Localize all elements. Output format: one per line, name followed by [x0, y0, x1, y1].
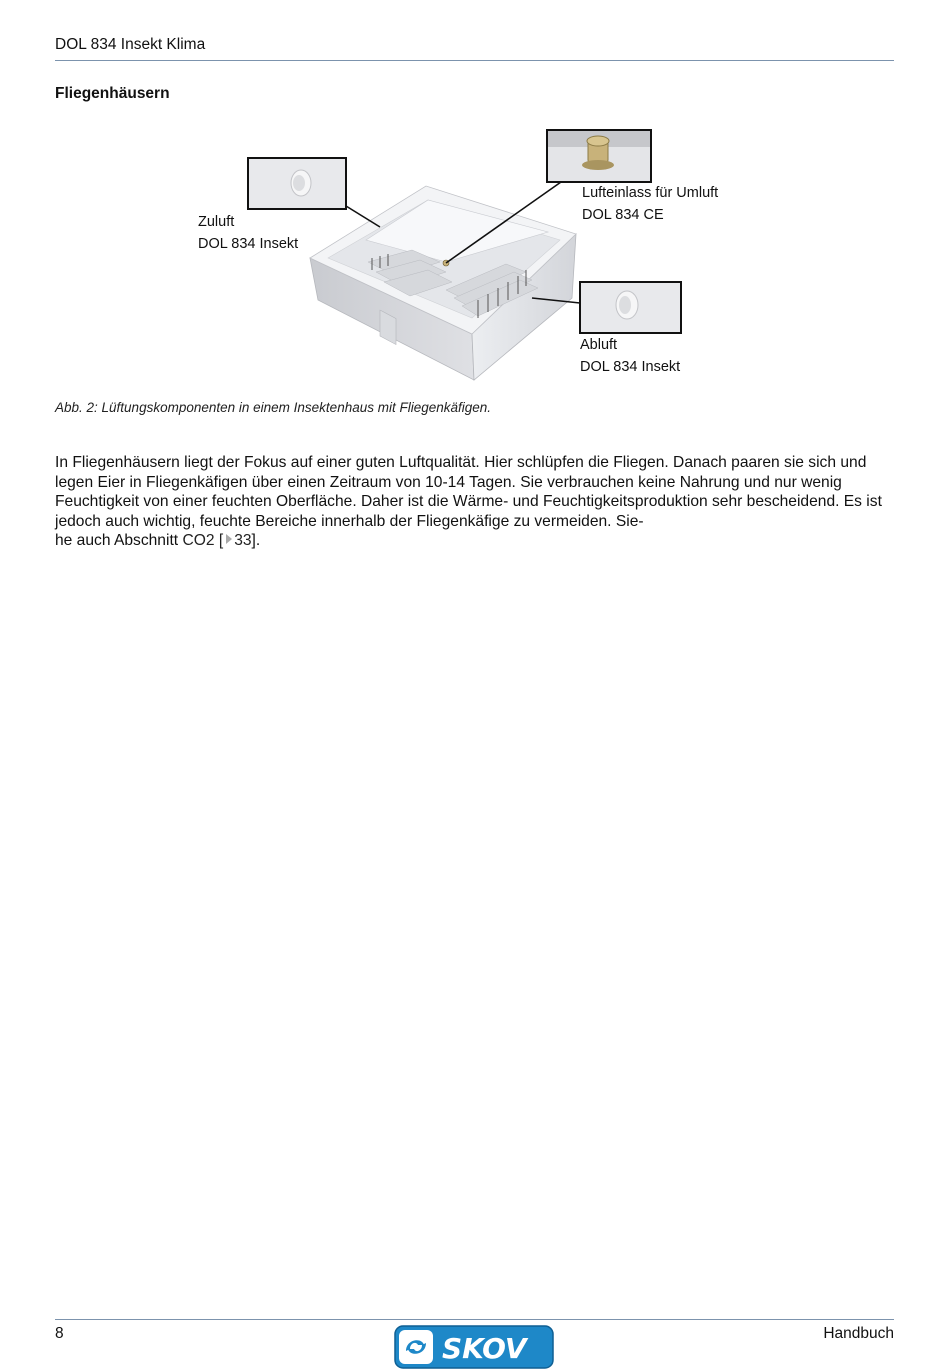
- body-paragraph-text: In Fliegenhäusern liegt der Fokus auf einer guten Luftqualität. Hier schlüpfen die Fliegen. Danach paaren sie sich und legen Eier in Fliegenkäfigen über einen Zeitraum von 10-14 Tagen. Sie verbrauchen keine Nahrung und nur wenig Feuchtigkeit von einer feuchten Oberfläche. Daher ist die Wärme- und Feuchtigkeitsproduktion sehr bescheidend. Es ist jedoch auch wichtig, feuchte Bereiche innerhalb der Fliegenkäfige zu vermeiden. Sie-: [55, 454, 882, 530]
- page-number: 8: [55, 1325, 64, 1342]
- inset-abluft: [579, 281, 682, 334]
- label-zuluft-line1: Zuluft: [198, 214, 235, 230]
- insect-house-illustration: [0, 0, 950, 420]
- label-abluft-line1: Abluft: [580, 337, 618, 353]
- label-lufteinlass-line2: DOL 834 CE: [582, 206, 664, 223]
- label-zuluft-line2: DOL 834 Insekt: [198, 235, 299, 252]
- xref-link[interactable]: [182, 532, 251, 549]
- label-abluft: [580, 335, 680, 378]
- leader-zuluft: [346, 206, 380, 227]
- body-paragraph: [55, 453, 891, 551]
- inset-lufteinlass: [546, 129, 652, 183]
- label-abluft-line2: DOL 834 Insekt: [580, 358, 681, 375]
- page-header-title: DOL 834 Insekt Klima: [55, 36, 206, 53]
- xref-open: [: [214, 532, 224, 549]
- label-zuluft: [198, 212, 298, 255]
- inset-zuluft: [247, 157, 347, 210]
- footer-right-text: Handbuch: [823, 1325, 894, 1342]
- footer-rule: [55, 1319, 894, 1320]
- figure-caption: Abb. 2: Lüftungskomponenten in einem Insektenhaus mit Fliegenkäfigen.: [55, 400, 492, 415]
- xref-close: ].: [251, 532, 261, 549]
- label-lufteinlass-line1: Lufteinlass für Umluft: [582, 185, 719, 201]
- skov-logo: [394, 1325, 554, 1369]
- body-paragraph-end: he auch Abschnitt: [55, 532, 183, 549]
- section-heading: Fliegenhäusern: [55, 85, 170, 102]
- xref-page: 33: [234, 532, 252, 549]
- skov-logo-text: SKOV: [442, 1332, 527, 1365]
- label-lufteinlass: [582, 183, 718, 226]
- figure: [0, 0, 950, 420]
- xref-label: CO2: [182, 532, 215, 549]
- xref-arrow-icon: [226, 534, 232, 544]
